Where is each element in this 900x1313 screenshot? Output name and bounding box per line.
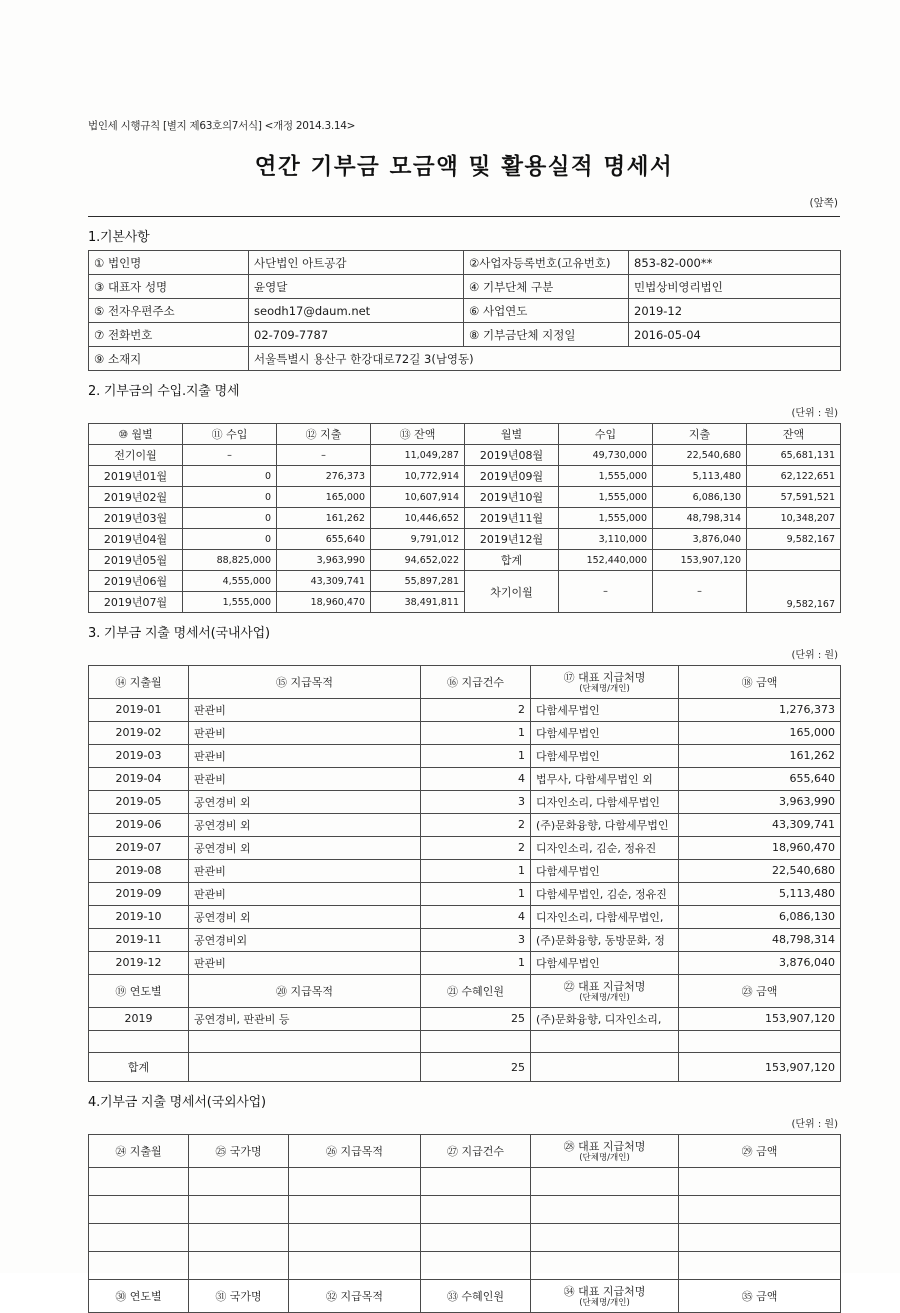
- flow-expense: 655,640: [277, 529, 371, 550]
- domestic-month: 2019-07: [89, 836, 189, 859]
- flow-balance: 10,607,914: [371, 487, 465, 508]
- table-row: [89, 928, 841, 951]
- domestic-payee: 다함세무법인: [531, 744, 679, 767]
- table-row: [89, 905, 841, 928]
- document-title: 연간 기부금 모금액 및 활용실적 명세서: [254, 154, 674, 180]
- domestic-amount: 48,798,314: [679, 928, 841, 951]
- annual-purpose: 공연경비, 판관비 등: [189, 1007, 421, 1030]
- flow-balance: 55,897,281: [371, 571, 465, 592]
- foreign-amount-empty: [679, 1168, 841, 1196]
- basic-label-org-type: ④ 기부단체 구분: [464, 275, 629, 299]
- foreign-annual-header-payee: [531, 1280, 679, 1313]
- table-row: [89, 529, 841, 550]
- flow-month: 2019년06월: [89, 571, 183, 592]
- domestic-purpose: 판관비: [189, 744, 421, 767]
- flow-header-expense-right: 지출: [653, 424, 747, 445]
- foreign-purpose-empty: [289, 1196, 421, 1224]
- flow-expense: –: [277, 445, 371, 466]
- foreign-country-empty: [189, 1168, 289, 1196]
- domestic-total-label: 합계: [89, 1053, 189, 1082]
- foreign-count-empty: [421, 1224, 531, 1252]
- basic-label-email: ⑤ 전자우편주소: [89, 299, 249, 323]
- table-row-empty: [89, 1168, 841, 1196]
- foreign-header-purpose: ㉖ 지급목적: [289, 1135, 421, 1168]
- table-row: [89, 445, 841, 466]
- table-row: [89, 836, 841, 859]
- table-row: [89, 347, 841, 371]
- flow-header-expense-left: ⑫ 지출: [277, 424, 371, 445]
- flow-expense: 276,373: [277, 466, 371, 487]
- table-row: [89, 882, 841, 905]
- table-row: [89, 323, 841, 347]
- domestic-count: 2: [421, 698, 531, 721]
- basic-label-designation-date: ⑧ 기부금단체 지정일: [464, 323, 629, 347]
- flow-expense: 6,086,130: [653, 487, 747, 508]
- domestic-payee: 다함세무법인: [531, 951, 679, 974]
- basic-label-fiscal-year: ⑥ 사업연도: [464, 299, 629, 323]
- domestic-month: 2019-12: [89, 951, 189, 974]
- domestic-count: 3: [421, 928, 531, 951]
- flow-income: 49,730,000: [559, 445, 653, 466]
- foreign-purpose-empty: [289, 1224, 421, 1252]
- basic-label-corp-name: ① 법인명: [89, 251, 249, 275]
- annual-header-payee-main: ㉒ 대표 지급처명: [563, 979, 646, 993]
- section2-title: 2. 기부금의 수입.지출 명세: [88, 384, 240, 399]
- form-sheet: [88, 118, 840, 1313]
- domestic-header-payee: [531, 666, 679, 699]
- foreign-month-empty: [89, 1168, 189, 1196]
- table-header-row: [89, 974, 841, 1007]
- domestic-purpose: 판관비: [189, 721, 421, 744]
- foreign-header-country: ㉕ 국가명: [189, 1135, 289, 1168]
- annual-header-year: ⑲ 연도별: [89, 974, 189, 1007]
- foreign-month-empty: [89, 1196, 189, 1224]
- basic-value-biz-number: 853-82-000**: [629, 251, 841, 275]
- table-row-empty: [89, 1196, 841, 1224]
- foreign-header-month: ㉔ 지출월: [89, 1135, 189, 1168]
- flow-month: 2019년12월: [465, 529, 559, 550]
- flow-balance: 11,049,287: [371, 445, 465, 466]
- table-row-empty: [89, 1252, 841, 1280]
- domestic-amount: 6,086,130: [679, 905, 841, 928]
- flow-month: 전기이월: [89, 445, 183, 466]
- flow-balance: 9,791,012: [371, 529, 465, 550]
- domestic-payee: 다함세무법인: [531, 721, 679, 744]
- basic-value-designation-date: 2016-05-04: [629, 323, 841, 347]
- basic-info-table: [88, 250, 841, 371]
- domestic-payee: 디자인소리, 다함세무법인,: [531, 905, 679, 928]
- domestic-total-payee: [531, 1053, 679, 1082]
- domestic-header-payee-main: ⑰ 대표 지급처명: [563, 671, 646, 684]
- foreign-annual-header-amount: ㉟ 금액: [679, 1280, 841, 1313]
- section4-title: 4.기부금 지출 명세서(국외사업): [88, 1095, 266, 1111]
- flow-balance: 10,348,207: [747, 508, 841, 529]
- section1-top-rule: [88, 216, 840, 217]
- domestic-amount: 22,540,680: [679, 859, 841, 882]
- flow-income: 3,110,000: [559, 529, 653, 550]
- flow-expense: 165,000: [277, 487, 371, 508]
- flow-income: 0: [183, 529, 277, 550]
- foreign-annual-header-payee-main: ㉞ 대표 지급처명: [563, 1285, 646, 1299]
- foreign-purpose-empty: [289, 1252, 421, 1280]
- basic-value-org-type: 민법상비영리법인: [629, 275, 841, 299]
- domestic-purpose: 공연경비 외: [189, 905, 421, 928]
- domestic-payee: 디자인소리, 김순, 정유진: [531, 836, 679, 859]
- table-row: [89, 744, 841, 767]
- annual-header-amount: ㉓ 금액: [679, 974, 841, 1007]
- table-header-row: [89, 1280, 841, 1313]
- domestic-purpose: 판관비: [189, 859, 421, 882]
- domestic-purpose: 판관비: [189, 767, 421, 790]
- table-row: [89, 767, 841, 790]
- domestic-count: 2: [421, 813, 531, 836]
- table-row: [89, 859, 841, 882]
- foreign-header-payee: [531, 1135, 679, 1168]
- domestic-month: 2019-08: [89, 859, 189, 882]
- table-row: [89, 571, 841, 592]
- annual-header-payee-sub: (단체명/개인): [579, 992, 630, 1003]
- domestic-month: 2019-05: [89, 790, 189, 813]
- flow-total-income: 152,440,000: [559, 550, 653, 571]
- flow-total-label: 합계: [465, 550, 559, 571]
- foreign-country-empty: [189, 1196, 289, 1224]
- foreign-amount-empty: [679, 1252, 841, 1280]
- domestic-month: 2019-04: [89, 767, 189, 790]
- section3-unit-note: (단위 : 원): [791, 650, 838, 661]
- domestic-total-people: 25: [421, 1053, 531, 1082]
- flow-carryover-label: 차기이월: [465, 571, 559, 613]
- domestic-amount: 165,000: [679, 721, 841, 744]
- domestic-purpose: 공연경비외: [189, 928, 421, 951]
- flow-balance: 38,491,811: [371, 592, 465, 613]
- flow-expense: 161,262: [277, 508, 371, 529]
- table-row: [89, 275, 841, 299]
- flow-carryover-income: –: [559, 571, 653, 613]
- domestic-count: 2: [421, 836, 531, 859]
- domestic-payee: 디자인소리, 다함세무법인: [531, 790, 679, 813]
- table-row: [89, 251, 841, 275]
- foreign-header-payee-sub: (단체명/개인): [579, 1153, 630, 1164]
- basic-value-corp-name: 사단법인 아트공감: [249, 251, 464, 275]
- table-header-row: [89, 424, 841, 445]
- domestic-month: 2019-06: [89, 813, 189, 836]
- domestic-purpose: 판관비: [189, 698, 421, 721]
- domestic-header-amount: ⑱ 금액: [679, 666, 841, 699]
- foreign-month-empty: [89, 1224, 189, 1252]
- domestic-payee: (주)문화융향, 동방문화, 정: [531, 928, 679, 951]
- domestic-purpose: 공연경비 외: [189, 790, 421, 813]
- domestic-amount: 1,276,373: [679, 698, 841, 721]
- flow-balance: 9,582,167: [747, 529, 841, 550]
- flow-income: 1,555,000: [559, 466, 653, 487]
- domestic-month: 2019-10: [89, 905, 189, 928]
- flow-income: 0: [183, 487, 277, 508]
- foreign-purpose-empty: [289, 1168, 421, 1196]
- page-side-note: (앞쪽): [809, 197, 838, 209]
- foreign-annual-header-country: ㉛ 국가명: [189, 1280, 289, 1313]
- table-row: [89, 466, 841, 487]
- basic-value-fiscal-year: 2019-12: [629, 299, 841, 323]
- table-header-row: [89, 666, 841, 699]
- flow-header-balance-right: 잔액: [747, 424, 841, 445]
- flow-income: –: [183, 445, 277, 466]
- section4-unit-note: (단위 : 원): [791, 1119, 838, 1131]
- flow-balance: 10,772,914: [371, 466, 465, 487]
- flow-month: 2019년01월: [89, 466, 183, 487]
- flow-income: 0: [183, 508, 277, 529]
- domestic-total-amount: 153,907,120: [679, 1053, 841, 1082]
- flow-carryover-expense: –: [653, 571, 747, 613]
- foreign-amount-empty: [679, 1224, 841, 1252]
- flow-month: 2019년02월: [89, 487, 183, 508]
- flow-expense: 22,540,680: [653, 445, 747, 466]
- flow-balance: 10,446,652: [371, 508, 465, 529]
- domestic-count: 4: [421, 767, 531, 790]
- domestic-count: 4: [421, 905, 531, 928]
- flow-month: 2019년08월: [465, 445, 559, 466]
- domestic-amount: 5,113,480: [679, 882, 841, 905]
- domestic-header-count: ⑯ 지급건수: [421, 666, 531, 699]
- flow-expense: 5,113,480: [653, 466, 747, 487]
- annual-header-people: ㉑ 수혜인원: [421, 974, 531, 1007]
- domestic-month: 2019-09: [89, 882, 189, 905]
- foreign-header-payee-main: ㉘ 대표 지급처명: [563, 1140, 646, 1154]
- foreign-annual-header-year: ㉚ 연도별: [89, 1280, 189, 1313]
- domestic-month: 2019-11: [89, 928, 189, 951]
- basic-label-biz-number: ②사업자등록번호(고유번호): [464, 251, 629, 275]
- domestic-purpose: 공연경비 외: [189, 813, 421, 836]
- domestic-purpose: 공연경비 외: [189, 836, 421, 859]
- table-row: [89, 508, 841, 529]
- domestic-amount: 655,640: [679, 767, 841, 790]
- foreign-count-empty: [421, 1196, 531, 1224]
- flow-total-expense: 153,907,120: [653, 550, 747, 571]
- table-row: [89, 698, 841, 721]
- domestic-payee: (주)문화융향, 다함세무법인: [531, 813, 679, 836]
- domestic-count: 1: [421, 744, 531, 767]
- domestic-amount: 3,876,040: [679, 951, 841, 974]
- domestic-count: 1: [421, 721, 531, 744]
- domestic-amount: 43,309,741: [679, 813, 841, 836]
- flow-month: 2019년05월: [89, 550, 183, 571]
- flow-total-balance: [747, 550, 841, 571]
- section3-title: 3. 기부금 지출 명세서(국내사업): [88, 626, 270, 641]
- basic-value-phone: 02-709-7787: [249, 323, 464, 347]
- annual-people-empty: [421, 1030, 531, 1053]
- section2-unit-note: (단위 : 원): [791, 408, 838, 419]
- foreign-header-amount: ㉙ 금액: [679, 1135, 841, 1168]
- flow-income: 1,555,000: [559, 508, 653, 529]
- table-row: [89, 1007, 841, 1030]
- annual-amount-empty: [679, 1030, 841, 1053]
- annual-purpose-empty: [189, 1030, 421, 1053]
- foreign-country-empty: [189, 1224, 289, 1252]
- domestic-header-month: ⑭ 지출월: [89, 666, 189, 699]
- domestic-amount: 161,262: [679, 744, 841, 767]
- foreign-payee-empty: [531, 1196, 679, 1224]
- flow-expense: 43,309,741: [277, 571, 371, 592]
- table-row: [89, 790, 841, 813]
- flow-header-month-right: 월별: [465, 424, 559, 445]
- annual-header-payee: [531, 974, 679, 1007]
- donation-flow-table: [88, 423, 841, 613]
- domestic-payee: 법무사, 다함세무법인 외: [531, 767, 679, 790]
- flow-income: 1,555,000: [183, 592, 277, 613]
- flow-balance: 94,652,022: [371, 550, 465, 571]
- flow-expense: 48,798,314: [653, 508, 747, 529]
- annual-payee-empty: [531, 1030, 679, 1053]
- annual-payee: (주)문화융향, 디자인소리,: [531, 1007, 679, 1030]
- foreign-amount-empty: [679, 1196, 841, 1224]
- domestic-count: 1: [421, 951, 531, 974]
- foreign-annual-header-payee-sub: (단체명/개인): [579, 1298, 630, 1309]
- basic-value-address: 서울특별시 용산구 한강대로72길 3(남영동): [249, 347, 841, 371]
- table-row-empty: [89, 1224, 841, 1252]
- domestic-month: 2019-03: [89, 744, 189, 767]
- flow-month: 2019년03월: [89, 508, 183, 529]
- domestic-amount: 3,963,990: [679, 790, 841, 813]
- domestic-payee: 다함세무법인: [531, 698, 679, 721]
- foreign-country-empty: [189, 1252, 289, 1280]
- domestic-amount: 18,960,470: [679, 836, 841, 859]
- flow-balance: 62,122,651: [747, 466, 841, 487]
- foreign-count-empty: [421, 1168, 531, 1196]
- flow-header-income-right: 수입: [559, 424, 653, 445]
- domestic-count: 1: [421, 859, 531, 882]
- foreign-annual-header-people: ㉝ 수혜인원: [421, 1280, 531, 1313]
- flow-expense: 3,963,990: [277, 550, 371, 571]
- flow-header-income-left: ⑪ 수입: [183, 424, 277, 445]
- foreign-annual-header-purpose: ㉜ 지급목적: [289, 1280, 421, 1313]
- domestic-count: 3: [421, 790, 531, 813]
- basic-value-ceo-name: 윤영달: [249, 275, 464, 299]
- basic-label-ceo-name: ③ 대표자 성명: [89, 275, 249, 299]
- domestic-purpose: 판관비: [189, 951, 421, 974]
- flow-income: 88,825,000: [183, 550, 277, 571]
- flow-month: 2019년04월: [89, 529, 183, 550]
- domestic-header-purpose: ⑮ 지급목적: [189, 666, 421, 699]
- domestic-count: 1: [421, 882, 531, 905]
- annual-header-purpose: ⑳ 지급목적: [189, 974, 421, 1007]
- flow-header-month-left: ⑩ 월별: [89, 424, 183, 445]
- basic-label-phone: ⑦ 전화번호: [89, 323, 249, 347]
- table-row: [89, 299, 841, 323]
- domestic-total-purpose: [189, 1053, 421, 1082]
- domestic-header-payee-sub: (단체명/개인): [579, 684, 630, 694]
- flow-balance: 65,681,131: [747, 445, 841, 466]
- flow-month: 2019년07월: [89, 592, 183, 613]
- table-row: [89, 813, 841, 836]
- table-row-total: [89, 1053, 841, 1082]
- foreign-header-count: ㉗ 지급건수: [421, 1135, 531, 1168]
- flow-month: 2019년09월: [465, 466, 559, 487]
- domestic-payee: 다함세무법인: [531, 859, 679, 882]
- foreign-month-empty: [89, 1252, 189, 1280]
- flow-carryover-balance: 9,582,167: [747, 571, 841, 613]
- flow-balance: 57,591,521: [747, 487, 841, 508]
- flow-expense: 18,960,470: [277, 592, 371, 613]
- annual-year-empty: [89, 1030, 189, 1053]
- domestic-month: 2019-01: [89, 698, 189, 721]
- table-row: [89, 951, 841, 974]
- annual-people: 25: [421, 1007, 531, 1030]
- table-row: [89, 721, 841, 744]
- foreign-expense-table: [88, 1134, 841, 1313]
- flow-income: 0: [183, 466, 277, 487]
- flow-month: 2019년10월: [465, 487, 559, 508]
- flow-expense: 3,876,040: [653, 529, 747, 550]
- table-row: [89, 550, 841, 571]
- domestic-month: 2019-02: [89, 721, 189, 744]
- foreign-payee-empty: [531, 1224, 679, 1252]
- domestic-payee: 다함세무법인, 김순, 정유진: [531, 882, 679, 905]
- foreign-count-empty: [421, 1252, 531, 1280]
- table-header-row: [89, 1135, 841, 1168]
- annual-year: 2019: [89, 1007, 189, 1030]
- table-row-empty: [89, 1030, 841, 1053]
- section1-title: 1.기본사항: [88, 230, 150, 245]
- domestic-purpose: 판관비: [189, 882, 421, 905]
- foreign-payee-empty: [531, 1252, 679, 1280]
- flow-income: 1,555,000: [559, 487, 653, 508]
- flow-header-balance-left: ⑬ 잔액: [371, 424, 465, 445]
- form-code-line: 법인세 시행규칙 [별지 제63호의7서식] <개정 2014.3.14>: [88, 120, 356, 132]
- domestic-expense-table: [88, 665, 841, 1082]
- flow-month: 2019년11월: [465, 508, 559, 529]
- annual-amount: 153,907,120: [679, 1007, 841, 1030]
- foreign-payee-empty: [531, 1168, 679, 1196]
- basic-value-email: seodh17@daum.net: [249, 299, 464, 323]
- table-row: [89, 487, 841, 508]
- flow-income: 4,555,000: [183, 571, 277, 592]
- basic-label-address: ⑨ 소재지: [89, 347, 249, 371]
